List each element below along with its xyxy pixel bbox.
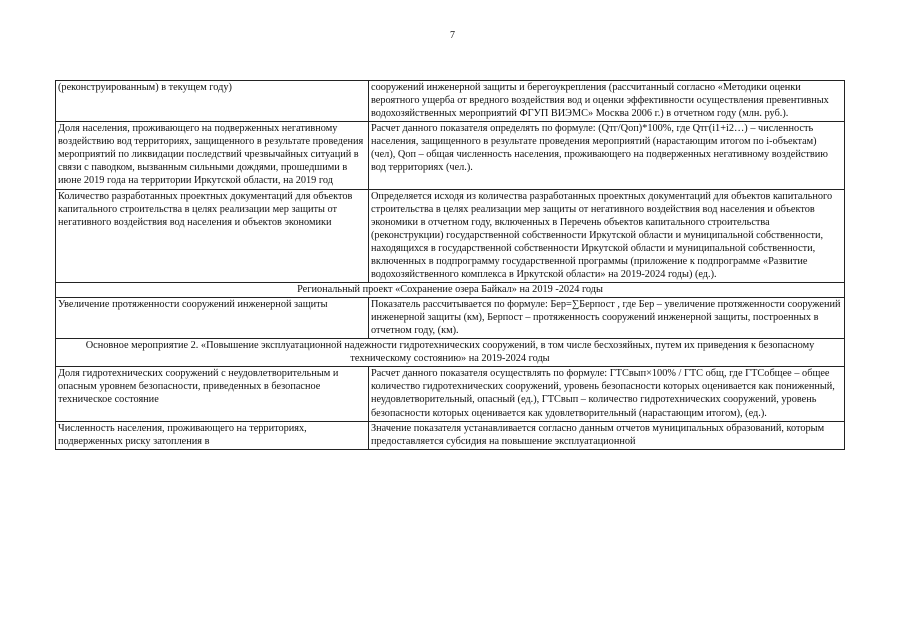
table-row — [56, 367, 845, 421]
indicator-name-cell: Увеличение протяженности сооружений инженерной защиты — [56, 298, 369, 339]
indicator-name-cell: Доля гидротехнических сооружений с неудовлетворительным и опасным уровнем безопасности, приведенных в безопасное техническое состояние — [56, 367, 369, 421]
table-row — [56, 421, 845, 449]
section-header-regional-project: Региональный проект «Сохранение озера Байкал» на 2019 -2024 годы — [56, 282, 845, 297]
table-section-header — [56, 282, 845, 297]
indicator-name-cell: Численность населения, проживающего на территориях, подверженных риску затопления в — [56, 421, 369, 449]
calculation-method-cell: Показатель рассчитывается по формуле: Бер=∑Берпост , где Бер – увеличение протяженности сооружений инженерной защиты (км), Берпост – протяженность сооружений инженерной защиты, построенных в отчетном году, (км). — [369, 298, 845, 339]
calculation-method-cell: Определяется исходя из количества разработанных проектных документаций для объектов капитального строительства в целях реализации мер защиты от негативного воздействия вод населения и объектов экономики в отчетном году, включенных в Перечень объектов капитального строительства (реконструкции) государственной собственности Иркутской области и муниципальной собственности, находящихся в государственной собственности Иркутской области и муниципальной собственности, включенных в подпрограмму государственной программы (приложение к подпрограмме «Развитие водохозяйственного комплекса в Иркутской области» на 2019-2024 годы) (ед.). — [369, 189, 845, 282]
indicator-name-cell: Количество разработанных проектных документаций для объектов капитального строительства в целях реализации мер защиты от негативного воздействия вод населения и объектов экономики — [56, 189, 369, 282]
table-row — [56, 298, 845, 339]
calculation-method-cell: Расчет данного показателя осуществлять по формуле: ГТСвып×100% / ГТС общ, где ГТСобщее – общее количество гидротехнических сооружений, уровень безопасности которых оценивается как пониженный, неудовлетворительный, опасный (ед.), ГТСвып – количество гидротехнических сооружений, уровень безопасности которых оценивается как удовлетворительный (нарастающим итогом), (ед.). — [369, 367, 845, 421]
table-row — [56, 189, 845, 282]
calculation-method-cell: Расчет данного показателя определять по формуле: (Qтг/Qоп)*100%, где Qтг(i1+i2…) – численность населения, защищенного в результате проведения мероприятий (нарастающим итогом по i-объектам) (чел), Qоп – общая численность населения, проживающего на подверженных негативному воздействию вод территориях (чел.). — [369, 122, 845, 189]
indicator-name-cell: (реконструированным) в текущем году) — [56, 81, 369, 122]
page-number: 7 — [450, 30, 455, 41]
indicator-name-cell: Доля населения, проживающего на подверженных негативному воздействию вод территориях, защищенного в результате проведения мероприятий по ликвидации последствий чрезвычайных ситуаций в связи с паводком, вызванным сильными дождями, прошедшими в июне 2019 года на территории Иркутской области, на 2019 год — [56, 122, 369, 189]
section-header-main-activity-2: Основное мероприятие 2. «Повышение эксплуатационной надежности гидротехнических сооружений, в том числе бесхозяйных, путем их приведения к безопасному техническому состоянию» на 2019-2024 годы — [56, 339, 845, 367]
table-row — [56, 81, 845, 122]
indicator-methodology-table — [55, 80, 845, 450]
table-section-header — [56, 339, 845, 367]
calculation-method-cell: Значение показателя устанавливается согласно данным отчетов муниципальных образований, которым предоставляется субсидия на повышение эксплуатационной — [369, 421, 845, 449]
table-row — [56, 122, 845, 189]
calculation-method-cell: сооружений инженерной защиты и берегоукрепления (рассчитанный согласно «Методики оценки вероятного ущерба от вредного воздействия вод и оценки эффективности осуществления превентивных водохозяйственных мероприятий ФГУП ВИЭМС» Москва 2006 г.) в отчетном году (млн. руб.). — [369, 81, 845, 122]
